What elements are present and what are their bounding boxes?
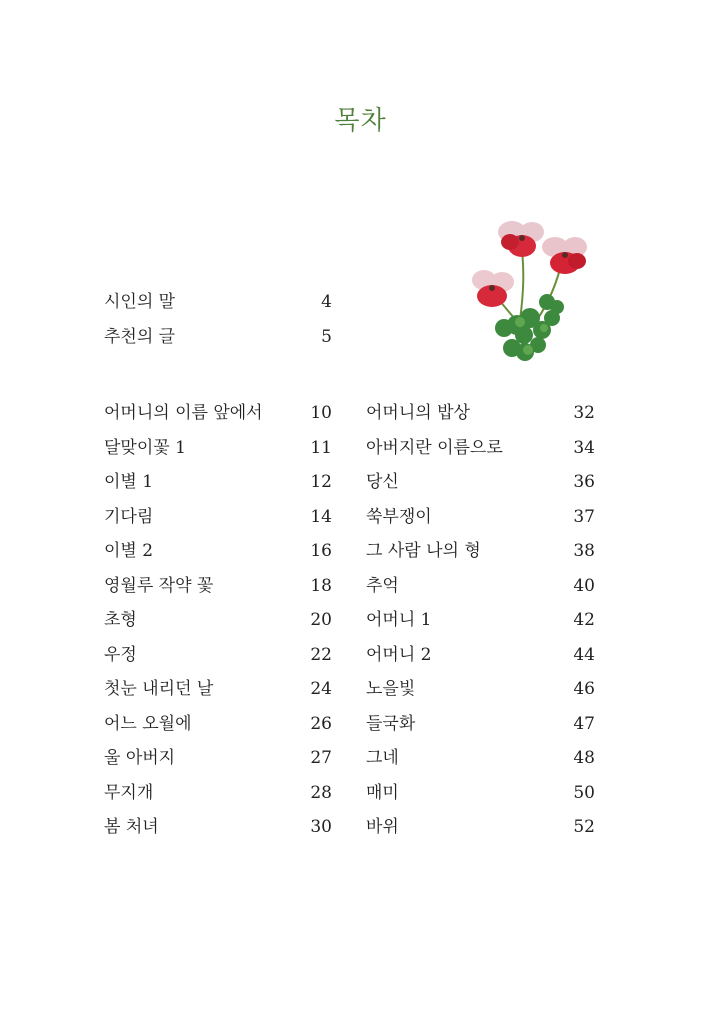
toc-entry-title: 첫눈 내리던 날: [104, 679, 214, 699]
toc-entry: [104, 574, 332, 598]
toc-entry: [366, 677, 595, 701]
toc-entry: [104, 815, 332, 839]
toc-entry-page: 52: [573, 817, 595, 837]
toc-entry-page: 46: [573, 679, 595, 699]
toc-entry: [366, 643, 595, 667]
toc-entry: [366, 539, 595, 563]
toc-entry-title: 추천의 글: [104, 327, 176, 347]
toc-entry-title: 달맞이꽃 1: [104, 437, 186, 458]
toc-entry-title: 봄 처녀: [104, 817, 159, 837]
toc-entry: [104, 781, 332, 805]
toc-entry-page: 11: [310, 437, 332, 458]
toc-entry: [104, 290, 332, 314]
toc-entry-title: 울 아버지: [104, 748, 176, 768]
toc-entry-page: 42: [573, 610, 595, 630]
toc-entry: [366, 746, 595, 770]
toc-entry-title: 당신: [366, 472, 399, 492]
page-title: 목차: [334, 106, 387, 136]
toc-entry: [366, 574, 595, 598]
toc-entry: [366, 436, 595, 460]
toc-entry-title: 시인의 말: [104, 292, 176, 312]
toc-entry-page: 30: [310, 817, 332, 837]
toc-entry: [104, 539, 332, 563]
toc-entry-title: 아버지란 이름으로: [366, 437, 503, 458]
toc-entry-page: 48: [573, 748, 595, 768]
toc-entry: [104, 677, 332, 701]
toc-entry-page: 32: [573, 403, 595, 423]
toc-entry-page: 28: [310, 782, 332, 803]
toc-entry-title: 영월루 작약 꽃: [104, 575, 214, 596]
toc-entry: [104, 325, 332, 349]
toc-entry-page: 34: [573, 437, 595, 458]
toc-entry-title: 어머니 1: [366, 610, 432, 630]
toc-entry-page: 5: [321, 327, 332, 347]
toc-entry-page: 38: [573, 541, 595, 561]
toc-entry: [366, 608, 595, 632]
toc-entry-title: 그네: [366, 748, 399, 768]
toc-entry: [366, 712, 595, 736]
toc-entry-title: 그 사람 나의 형: [366, 541, 481, 561]
toc-entry: [366, 470, 595, 494]
toc-entry: [104, 608, 332, 632]
toc-entry: [104, 436, 332, 460]
toc-entry: [366, 401, 595, 425]
toc-entry-page: 44: [573, 644, 595, 665]
toc-entry-page: 36: [573, 472, 595, 492]
toc-entry-page: 18: [310, 575, 332, 596]
toc-entry-title: 어머니의 밥상: [366, 403, 470, 423]
toc-entry-page: 37: [573, 506, 595, 527]
toc-entry-title: 이별 2: [104, 541, 154, 561]
toc-entry-title: 바위: [366, 817, 399, 837]
toc-entry-page: 47: [573, 713, 595, 734]
toc-entry: [366, 815, 595, 839]
toc-entry-title: 무지개: [104, 782, 154, 803]
toc-entry-page: 4: [321, 292, 332, 312]
toc-entry-page: 16: [310, 541, 332, 561]
toc-entry-title: 어머니의 이름 앞에서: [104, 403, 263, 423]
toc-entry: [366, 781, 595, 805]
toc-entry: [366, 505, 595, 529]
toc-entry: [104, 746, 332, 770]
toc-entry-page: 40: [573, 575, 595, 596]
toc-entry-page: 50: [573, 782, 595, 803]
toc-entry-page: 10: [310, 403, 332, 423]
toc-entry-page: 22: [310, 644, 332, 665]
toc-entry-title: 어머니 2: [366, 644, 432, 665]
toc-entry: [104, 712, 332, 736]
toc-entry: [104, 401, 332, 425]
toc-entry-title: 쑥부쟁이: [366, 506, 432, 527]
toc-entry-title: 이별 1: [104, 472, 154, 492]
toc-entry-title: 노을빛: [366, 679, 416, 699]
toc-entry-page: 12: [310, 472, 332, 492]
toc-entry-title: 기다림: [104, 506, 154, 527]
toc-entry: [104, 643, 332, 667]
toc-entry-title: 들국화: [366, 713, 416, 734]
toc-entry-page: 14: [310, 506, 332, 527]
toc-entry: [104, 505, 332, 529]
toc-entry-title: 초형: [104, 610, 137, 630]
toc-entry-title: 어느 오월에: [104, 713, 192, 734]
toc-entry-page: 20: [310, 610, 332, 630]
toc-entry-page: 27: [310, 748, 332, 768]
flower-illustration: [462, 210, 597, 370]
toc-entry-title: 우정: [104, 644, 137, 665]
toc-entry: [104, 470, 332, 494]
toc-entry-page: 24: [310, 679, 332, 699]
toc-entry-title: 매미: [366, 782, 399, 803]
toc-entry-page: 26: [310, 713, 332, 734]
toc-entry-title: 추억: [366, 575, 399, 596]
